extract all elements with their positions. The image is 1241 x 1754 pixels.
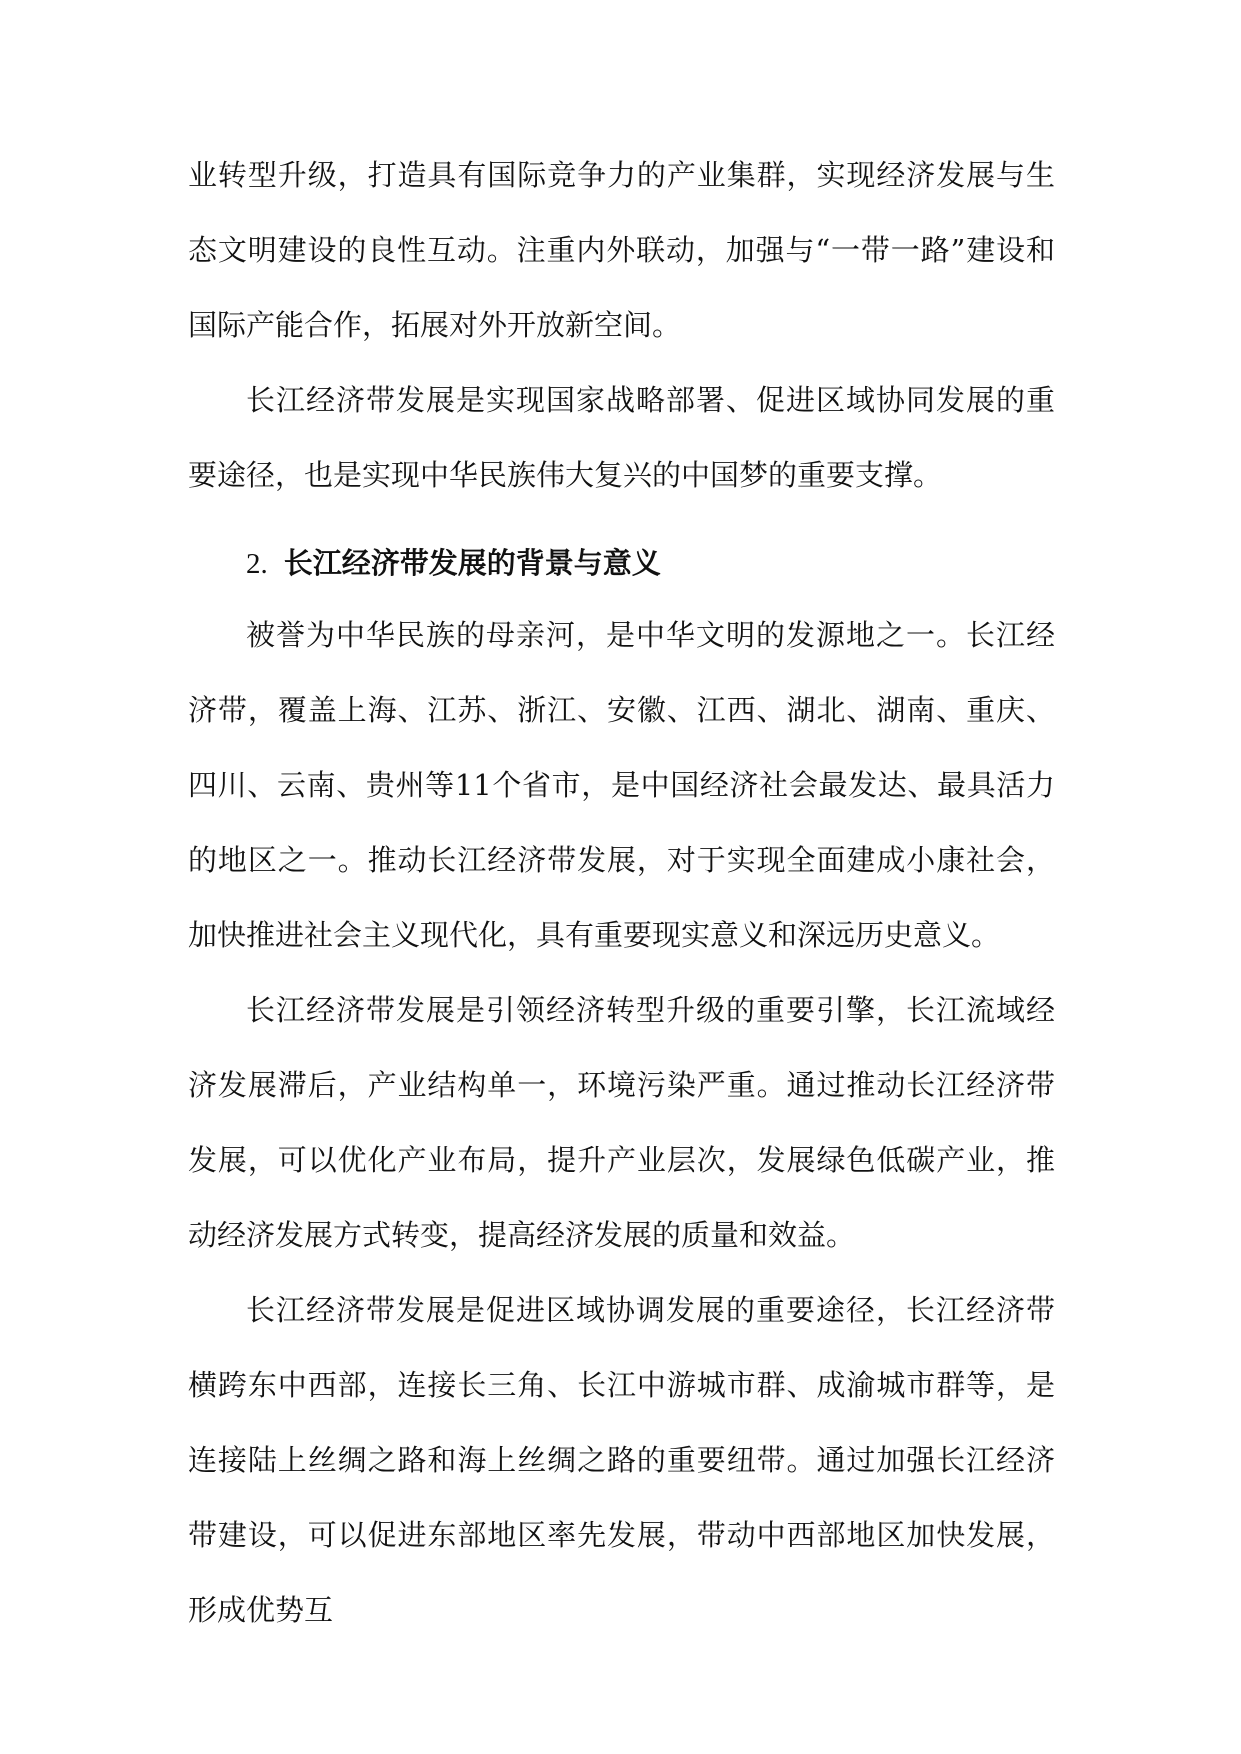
- section-title: 长江经济带发展的背景与意义: [283, 546, 661, 580]
- paragraph-continuation: 业转型升级，打造具有国际竞争力的产业集群，实现经济发展与生态文明建设的良性互动。注重内外联动，加强与“一带一路”建设和国际产能合作，拓展对外开放新空间。: [188, 158, 1055, 342]
- document-body: [188, 138, 1055, 1648]
- section-number: 2.: [246, 548, 268, 580]
- paragraph: 长江经济带发展是引领经济转型升级的重要引擎，长江流域经济发展滞后，产业结构单一，环境污染严重。通过推动长江经济带发展，可以优化产业布局，提升产业层次，发展绿色低碳产业，推动经济发展方式转变，提高经济发展的质量和效益。: [188, 993, 1055, 1252]
- paragraph: 长江经济带发展是促进区域协调发展的重要途径，长江经济带横跨东中西部，连接长三角、长江中游城市群、成渝城市群等，是连接陆上丝绸之路和海上丝绸之路的重要纽带。通过加强长江经济带建设，可以促进东部地区率先发展，带动中西部地区加快发展，形成优势互: [188, 1293, 1055, 1627]
- section-heading: [188, 535, 1055, 592]
- paragraph: 被誉为中华民族的母亲河，是中华文明的发源地之一。长江经济带，覆盖上海、江苏、浙江、安徽、江西、湖北、湖南、重庆、四川、云南、贵州等11个省市，是中国经济社会最发达、最具活力的地区之一。推动长江经济带发展，对于实现全面建成小康社会，加快推进社会主义现代化，具有重要现实意义和深远历史意义。: [188, 618, 1055, 952]
- paragraph: 长江经济带发展是实现国家战略部署、促进区域协同发展的重要途径，也是实现中华民族伟大复兴的中国梦的重要支撑。: [188, 383, 1055, 492]
